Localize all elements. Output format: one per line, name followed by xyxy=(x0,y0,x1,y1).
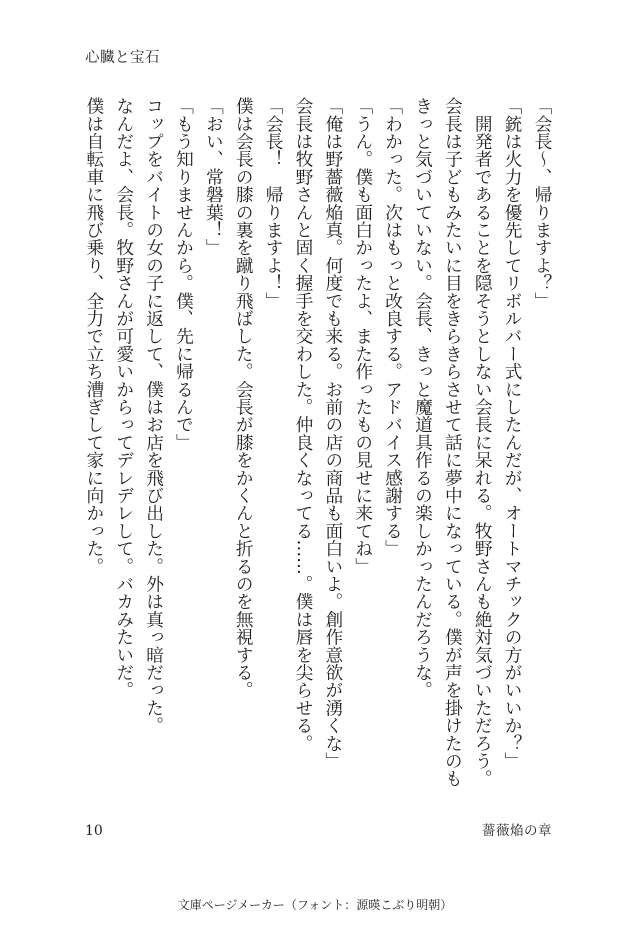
text-column: コップをバイトの女の子に返して、僕はお店を飛び出した。外は真っ暗だった。 xyxy=(143,97,164,735)
text-column: 「わかった。次はもっと改良する。アドバイス感謝する」 xyxy=(382,97,403,558)
vertical-text-body xyxy=(78,97,556,797)
running-head-title: 心臓と宝石 xyxy=(85,50,160,66)
text-column: 「銃は火力を優先してリボルバー式にしたんだが、オートマチックの方がいいか？」 xyxy=(502,97,523,770)
text-column: なんだよ、会長。牧野さんが可愛いからってデレデレして。バカみたいだ。 xyxy=(113,97,134,699)
chapter-name: 薔薇焔の章 xyxy=(482,823,552,839)
text-column: 「会長！ 帰りますよ！」 xyxy=(263,97,284,310)
page-number: 10 xyxy=(85,823,103,839)
text-column: 「もう知りませんから。僕、先に帰るんで」 xyxy=(173,97,194,451)
text-column: 「俺は野薔薇焔真。何度でも来る。お前の店の商品も面白いよ。創作意欲が湧くな」 xyxy=(322,97,343,770)
text-column: 「会長〜、帰りますよ？」 xyxy=(532,97,552,310)
generator-credit: 文庫ページメーカー（フォント：源暎こぶり明朝） xyxy=(177,898,453,912)
text-column: きっと気づいていない。会長、きっと魔道具作るの楽しかったんだろうな。 xyxy=(412,97,433,699)
text-column: 僕は自転車に飛び乗り、全力で立ち漕ぎして家に向かった。 xyxy=(83,97,104,575)
text-column: 会長は子どもみたいに目をきらきらさせて話に夢中になっている。僕が声を掛けたのも xyxy=(442,97,463,788)
text-column: 僕は会長の膝の裏を蹴り飛ばした。会長が膝をかくんと折るのを無視する。 xyxy=(233,97,254,699)
text-column: 「おい、常磐葉！」 xyxy=(203,97,224,257)
text-column: 会長は牧野さんと固く握手を交わした。仲良くなってる……。僕は唇を尖らせる。 xyxy=(293,97,313,752)
text-column: 「うん。僕も面白かったよ、また作ったもの見せに来てね」 xyxy=(352,97,373,575)
text-column: 開発者であることを隠そうとしない会長に呆れる。牧野さんも絶対気づいただろう。 xyxy=(472,97,493,788)
